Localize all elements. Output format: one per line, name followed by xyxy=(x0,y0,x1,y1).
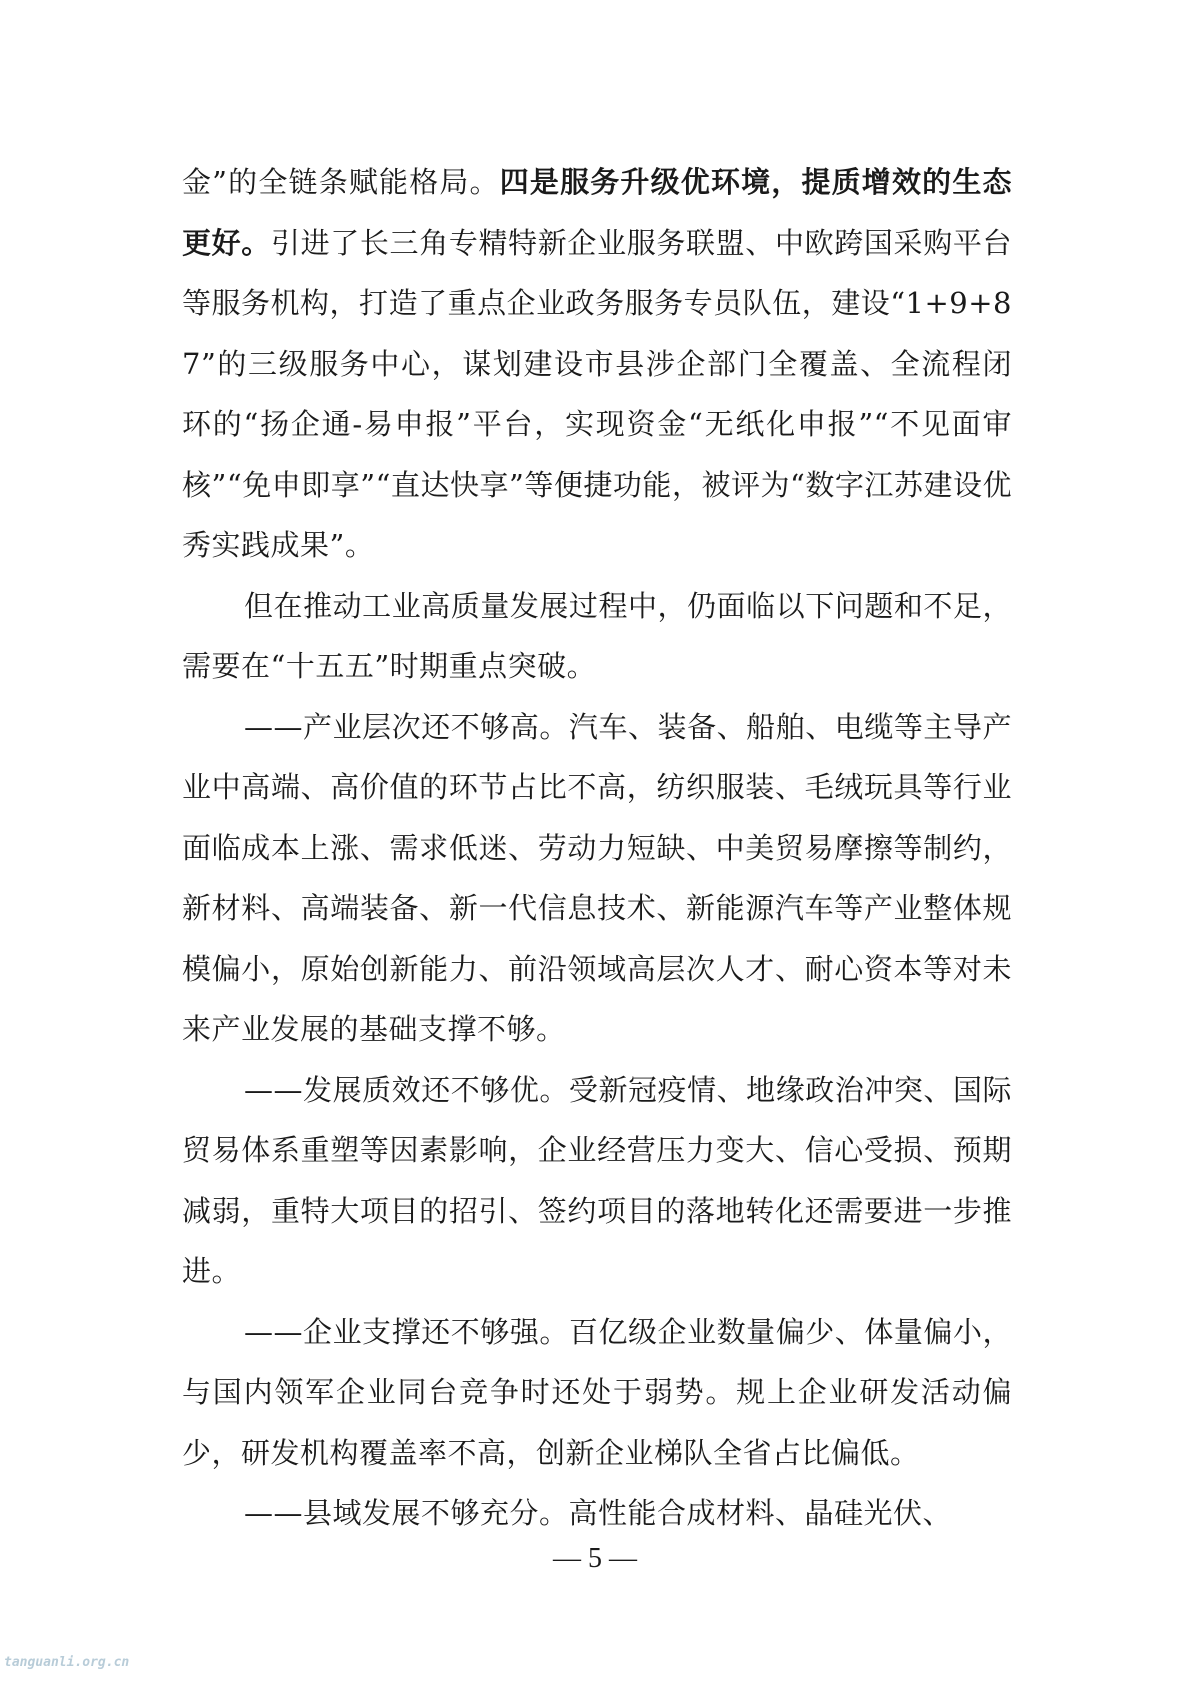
paragraph-6: ——县域发展不够充分。高性能合成材料、晶硅光伏、 xyxy=(244,1496,953,1530)
paragraph-3: ——产业层次还不够高。汽车、装备、船舶、电缆等主导产业中高端、高价值的环节占比不高，纺织服装、毛绒玩具等行业面临成本上涨、需求低迷、劳动力短缺、中美贸易摩擦等制约，新材料、高端装备、新一代信息技术、新能源汽车等产业整体规模偏小，原始创新能力、前沿领域高层次人才、耐心资本等对未来产业发展的基础支撑不够。 xyxy=(182,709,1012,1046)
paragraph-2: 但在推动工业高质量发展过程中，仍面临以下问题和不足，需要在“十五五”时期重点突破。 xyxy=(182,588,1012,683)
paragraph-1-bold-heading: 四是服务升级优环境，提质增效的生态更好。 xyxy=(182,165,1012,260)
watermark-text: tanguanli.org.cn xyxy=(4,1655,130,1670)
paragraph-1-lead: 金”的全链条赋能格局。 xyxy=(182,165,500,199)
page-number: — 5 — xyxy=(553,1543,637,1574)
paragraph-1-rest: 引进了长三角专精特新企业服务联盟、中欧跨国采购平台等服务机构，打造了重点企业政务服务专员队伍，建设“1+9+87”的三级服务中心，谋划建设市县涉企部门全覆盖、全流程闭环的“扬企通-易申报”平台，实现资金“无纸化申报”“不见面审核”“免申即享”“直达快享”等便捷功能，被评为“数字江苏建设优秀实践成果”。 xyxy=(182,225,1012,562)
paragraph-1 xyxy=(182,152,1012,576)
paragraph-5: ——企业支撑还不够强。百亿级企业数量偏少、体量偏小，与国内领军企业同台竞争时还处于弱势。规上企业研发活动偏少，研发机构覆盖率不高，创新企业梯队全省占比偏低。 xyxy=(182,1314,1012,1470)
paragraph-4: ——发展质效还不够优。受新冠疫情、地缘政治冲突、国际贸易体系重塑等因素影响，企业经营压力变大、信心受损、预期减弱，重特大项目的招引、签约项目的落地转化还需要进一步推进。 xyxy=(182,1072,1012,1288)
document-body xyxy=(182,152,1012,1544)
